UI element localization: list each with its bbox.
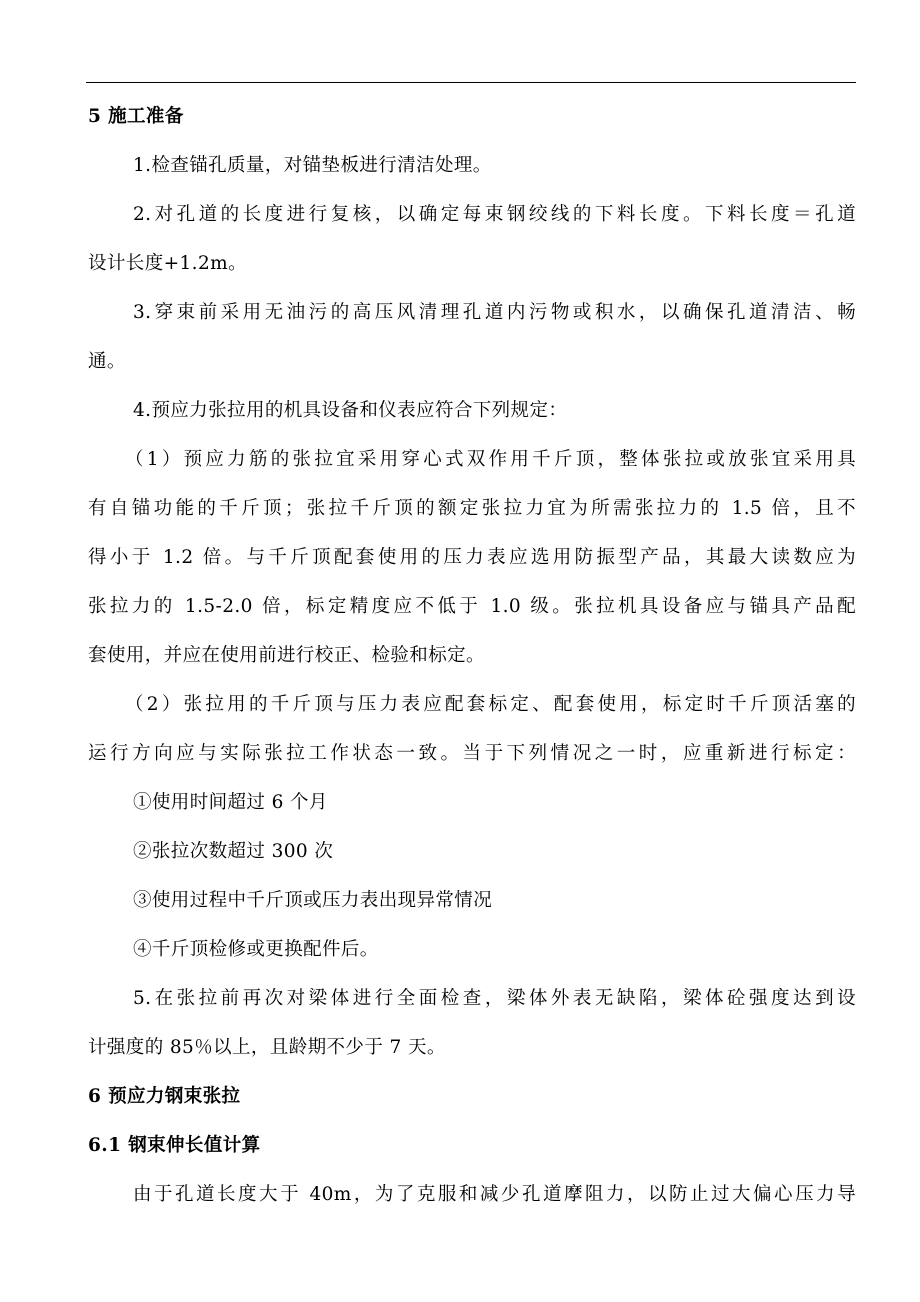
condition-2: ②张拉次数超过 300 次 (133, 841, 334, 862)
section-6-1-para-line-1: 由于孔道长度大于 40m，为了克服和减少孔道摩阻力，以防止过大偏心压力导 (133, 1184, 856, 1205)
item-3-line-1: 3.穿束前采用无油污的高压风清理孔道内污物或积水，以确保孔道清洁、畅 (133, 302, 856, 323)
item-4: 4.预应力张拉用的机具设备和仪表应符合下列规定： (133, 400, 568, 421)
section-6-1-heading: 6.1 钢束伸长值计算 (88, 1135, 261, 1156)
section-5-heading: 5 施工准备 (88, 106, 184, 127)
section-6-heading: 6 预应力钢束张拉 (88, 1086, 241, 1107)
document-body (88, 92, 856, 1219)
condition-3: ③使用过程中千斤顶或压力表出现异常情况 (133, 890, 493, 911)
condition-1: ①使用时间超过 6 个月 (133, 792, 328, 813)
item-5-line-1: 5.在张拉前再次对梁体进行全面检查，梁体外表无缺陷，梁体砼强度达到设 (133, 988, 856, 1009)
sub-1-line-1: （1）预应力筋的张拉宜采用穿心式双作用千斤顶，整体张拉或放张宜采用具 (125, 449, 856, 470)
sub-1-line-5: 套使用，并应在使用前进行校正、检验和标定。 (88, 645, 485, 666)
sub-1-line-2: 有自锚功能的千斤顶；张拉千斤顶的额定张拉力宜为所需张拉力的 1.5 倍，且不 (88, 498, 856, 519)
item-2-line-1: 2.对孔道的长度进行复核，以确定每束钢绞线的下料长度。下料长度＝孔道 (133, 204, 856, 225)
item-2-line-2: 设计长度+1.2m。 (88, 253, 247, 274)
sub-2-line-2: 运行方向应与实际张拉工作状态一致。当于下列情况之一时，应重新进行标定： (88, 743, 856, 764)
item-5-line-2: 计强度的 85％以上，且龄期不少于 7 天。 (88, 1037, 446, 1058)
condition-4: ④千斤顶检修或更换配件后。 (133, 939, 379, 960)
sub-1-line-3: 得小于 1.2 倍。与千斤顶配套使用的压力表应选用防振型产品，其最大读数应为 (88, 547, 856, 568)
item-1: 1.检查锚孔质量，对锚垫板进行清洁处理。 (133, 155, 492, 176)
sub-1-line-4: 张拉力的 1.5-2.0 倍，标定精度应不低于 1.0 级。张拉机具设备应与锚具产品配 (88, 596, 856, 617)
item-3-line-2: 通。 (88, 351, 126, 372)
header-rule (86, 82, 856, 83)
sub-2-line-1: （2）张拉用的千斤顶与压力表应配套标定、配套使用，标定时千斤顶活塞的 (125, 694, 856, 715)
